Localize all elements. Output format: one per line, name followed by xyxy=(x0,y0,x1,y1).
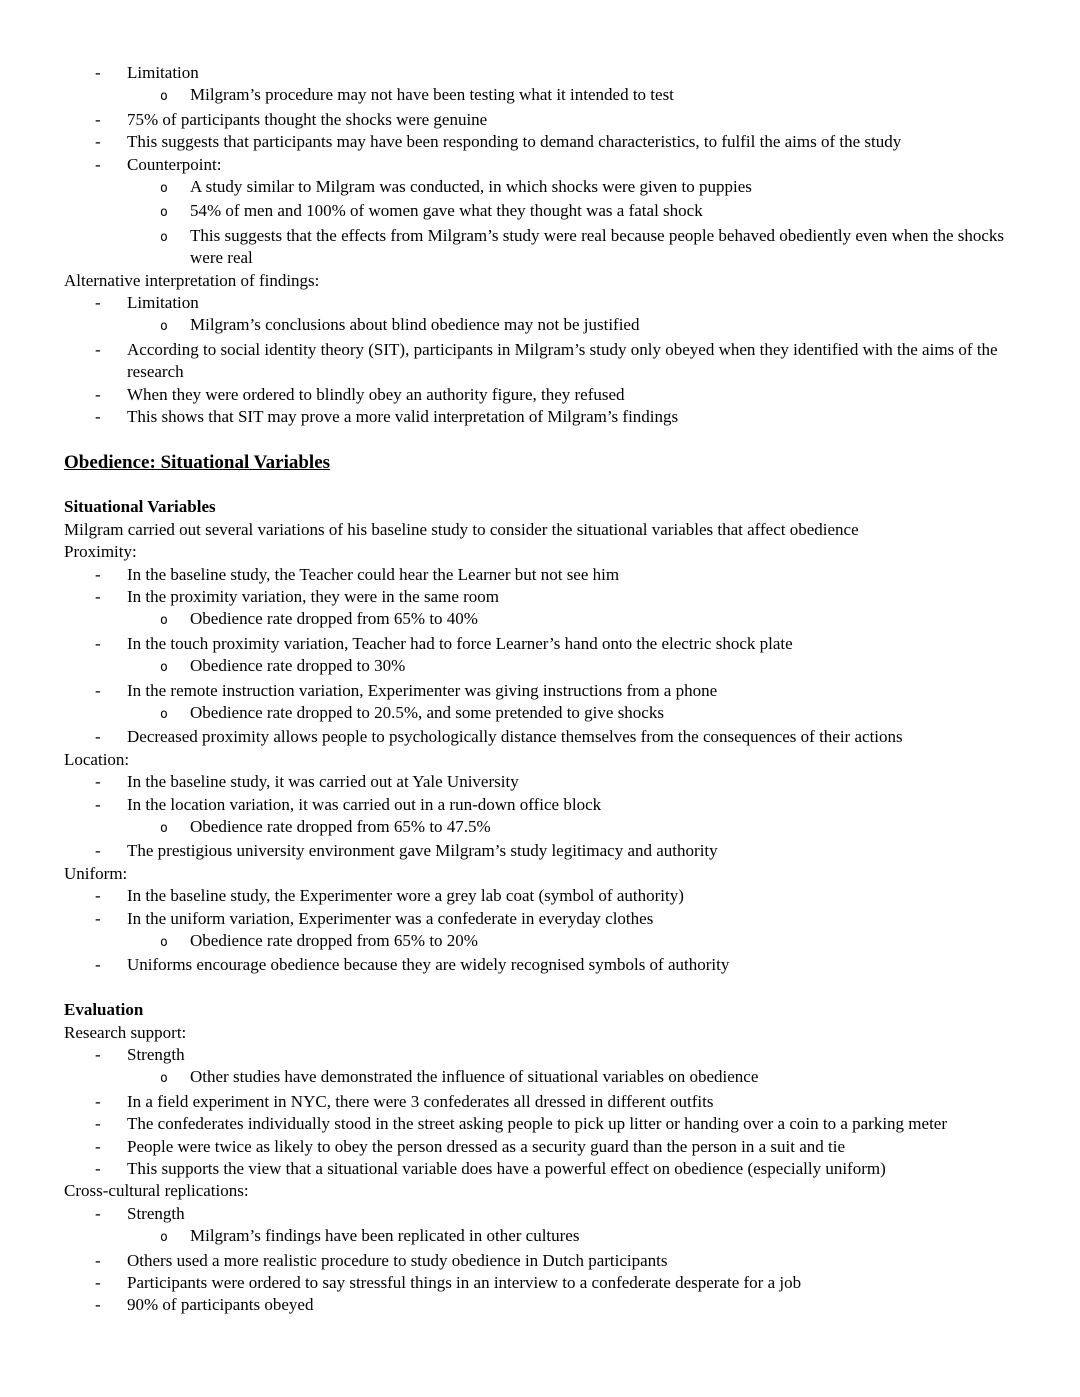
list-item xyxy=(64,131,1012,153)
dash-bullet: - xyxy=(95,794,101,814)
list-item-text: In the uniform variation, Experimenter was a confederate in everyday clothes xyxy=(127,908,654,928)
list-item xyxy=(64,62,1012,84)
list-item-text: Limitation xyxy=(127,293,199,313)
circle-bullet: o xyxy=(160,613,168,629)
list-item-text: The prestigious university environment gave Milgram’s study legitimacy and authority xyxy=(127,841,718,861)
circle-bullet: o xyxy=(160,205,168,221)
list-item-text: Limitation xyxy=(127,63,199,82)
list-item xyxy=(64,154,1012,176)
list-item xyxy=(64,1091,1012,1113)
list-item xyxy=(64,84,1012,108)
list-item-text: Obedience rate dropped to 30% xyxy=(190,656,406,676)
list-item-text: In the touch proximity variation, Teacher had to force Learner’s hand onto the electric shock plate xyxy=(127,633,793,653)
list-item-text: According to social identity theory (SIT), participants in Milgram’s study only obeyed when they identified with the aims of the research xyxy=(127,339,998,382)
paragraph: Milgram carried out several variations of his baseline study to consider the situational variables that affect obedience xyxy=(64,519,859,539)
list-item-text: In the remote instruction variation, Experimenter was giving instructions from a phone xyxy=(127,680,718,700)
dash-bullet: - xyxy=(95,908,101,928)
list-item xyxy=(64,726,1012,748)
paragraph: Location: xyxy=(64,749,130,769)
dash-bullet: - xyxy=(95,132,101,152)
list-item-text: Participants were ordered to say stressful things in an interview to a confederate desperate for a job xyxy=(127,1273,802,1293)
list-item xyxy=(64,655,1012,679)
dash-bullet: - xyxy=(95,727,101,747)
list-item xyxy=(64,908,1012,930)
list-item-text: Obedience rate dropped from 65% to 40% xyxy=(190,609,478,629)
list-item xyxy=(64,680,1012,702)
list-item xyxy=(64,840,1012,862)
list-item xyxy=(64,816,1012,840)
list-item-text: In the baseline study, it was carried out at Yale University xyxy=(127,772,519,792)
list-item xyxy=(64,1225,1012,1249)
list-item-text: Milgram’s procedure may not have been testing what it intended to test xyxy=(190,85,674,105)
list-item xyxy=(64,633,1012,655)
paragraph: Cross-cultural replications: xyxy=(64,1181,249,1201)
list-item-text: Strength xyxy=(127,1045,185,1065)
dash-bullet: - xyxy=(95,339,101,359)
list-item xyxy=(64,885,1012,907)
list-item xyxy=(64,702,1012,726)
dash-bullet: - xyxy=(95,1091,101,1111)
list-item-text: Other studies have demonstrated the influence of situational variables on obedience xyxy=(190,1067,759,1087)
list-item xyxy=(64,1203,1012,1225)
dash-bullet: - xyxy=(95,293,101,313)
subsection-title: Evaluation xyxy=(64,1000,144,1020)
list-item xyxy=(64,1044,1012,1066)
list-item-text: In the proximity variation, they were in the same room xyxy=(127,586,500,606)
circle-bullet: o xyxy=(160,935,168,950)
circle-bullet: o xyxy=(160,319,168,335)
blank-line xyxy=(64,429,1012,451)
list-item xyxy=(64,225,1012,270)
list-item xyxy=(64,1272,1012,1294)
paragraph: Uniform: xyxy=(64,863,128,883)
list-item-text: This suggests that the effects from Milgram’s study were real because people behaved obediently even when the shocks were real xyxy=(190,225,1005,268)
list-item-text: 90% of participants obeyed xyxy=(127,1295,314,1315)
section-heading: Obedience: Situational Variables xyxy=(64,451,331,473)
circle-bullet: o xyxy=(160,820,168,836)
list-item xyxy=(64,930,1012,954)
circle-bullet: o xyxy=(160,1071,168,1087)
blank-line xyxy=(64,474,1012,496)
subsection-title: Situational Variables xyxy=(64,497,216,517)
list-item-text: Decreased proximity allows people to psychologically distance themselves from the consequences of their actions xyxy=(127,727,903,747)
dash-bullet: - xyxy=(95,1159,101,1179)
list-item xyxy=(64,1250,1012,1272)
list-item xyxy=(64,176,1012,200)
circle-bullet: o xyxy=(160,89,168,105)
list-item xyxy=(64,1294,1012,1316)
list-item-text: People were twice as likely to obey the person dressed as a security guard than the person in a suit and tie xyxy=(127,1136,846,1156)
list-item-text: In a field experiment in NYC, there were 3 confederates all dressed in different outfits xyxy=(127,1091,714,1111)
circle-bullet: o xyxy=(160,1230,168,1246)
list-item-text: Uniforms encourage obedience because they are widely recognised symbols of authority xyxy=(127,955,730,975)
list-item-text: Obedience rate dropped to 20.5%, and some pretended to give shocks xyxy=(190,702,664,722)
list-item xyxy=(64,771,1012,793)
list-item-text: A study similar to Milgram was conducted, in which shocks were given to puppies xyxy=(190,177,752,197)
circle-bullet: o xyxy=(160,706,168,722)
paragraph: Proximity: xyxy=(64,542,137,562)
dash-bullet: - xyxy=(95,772,101,792)
list-item xyxy=(64,1158,1012,1180)
dash-bullet: - xyxy=(95,1136,101,1156)
paragraph: Research support: xyxy=(64,1022,187,1042)
list-item xyxy=(64,339,1012,384)
list-item-text: Obedience rate dropped from 65% to 47.5% xyxy=(190,816,491,836)
list-item-text: Obedience rate dropped from 65% to 20% xyxy=(190,931,478,950)
list-item xyxy=(64,794,1012,816)
list-item-text: When they were ordered to blindly obey an authority figure, they refused xyxy=(127,384,625,404)
paragraph: Alternative interpretation of findings: xyxy=(64,270,320,290)
dash-bullet: - xyxy=(95,407,101,427)
list-item xyxy=(64,1136,1012,1158)
dash-bullet: - xyxy=(95,109,101,129)
list-item xyxy=(64,1113,1012,1135)
list-item xyxy=(64,200,1012,224)
list-item-text: 75% of participants thought the shocks were genuine xyxy=(127,109,488,129)
dash-bullet: - xyxy=(95,1273,101,1293)
dash-bullet: - xyxy=(95,1114,101,1134)
list-item-text: This supports the view that a situational variable does have a powerful effect on obedience (especially uniform) xyxy=(127,1159,886,1179)
dash-bullet: - xyxy=(95,586,101,606)
list-item-text: The confederates individually stood in the street asking people to pick up litter or handing over a coin to a parking meter xyxy=(127,1114,948,1134)
dash-bullet: - xyxy=(95,1250,101,1270)
list-item-text: This suggests that participants may have been responding to demand characteristics, to fulfil the aims of the study xyxy=(127,132,902,152)
list-item xyxy=(64,406,1012,428)
list-item xyxy=(64,954,1012,976)
circle-bullet: o xyxy=(160,229,168,245)
list-item-text: 54% of men and 100% of women gave what they thought was a fatal shock xyxy=(190,201,703,221)
dash-bullet: - xyxy=(95,1203,101,1223)
list-item xyxy=(64,1066,1012,1090)
list-item xyxy=(64,586,1012,608)
list-item xyxy=(64,292,1012,314)
circle-bullet: o xyxy=(160,181,168,197)
dash-bullet: - xyxy=(95,63,101,82)
list-item xyxy=(64,608,1012,632)
dash-bullet: - xyxy=(95,633,101,653)
list-item xyxy=(64,314,1012,338)
dash-bullet: - xyxy=(95,1045,101,1065)
list-item-text: In the baseline study, the Experimenter wore a grey lab coat (symbol of authority) xyxy=(127,886,684,906)
list-item-text: Others used a more realistic procedure to study obedience in Dutch participants xyxy=(127,1250,668,1270)
list-item-text: Milgram’s findings have been replicated in other cultures xyxy=(190,1226,580,1246)
list-item xyxy=(64,564,1012,586)
dash-bullet: - xyxy=(95,841,101,861)
list-item xyxy=(64,384,1012,406)
list-item-text: Counterpoint: xyxy=(127,154,222,174)
document-content xyxy=(64,62,1012,1317)
blank-line xyxy=(64,977,1012,999)
dash-bullet: - xyxy=(95,564,101,584)
list-item-text: In the baseline study, the Teacher could hear the Learner but not see him xyxy=(127,564,620,584)
list-item-text: Strength xyxy=(127,1203,185,1223)
list-item-text: This shows that SIT may prove a more valid interpretation of Milgram’s findings xyxy=(127,407,679,427)
dash-bullet: - xyxy=(95,384,101,404)
list-item-text: In the location variation, it was carried out in a run-down office block xyxy=(127,794,602,814)
dash-bullet: - xyxy=(95,154,101,174)
dash-bullet: - xyxy=(95,886,101,906)
dash-bullet: - xyxy=(95,955,101,975)
circle-bullet: o xyxy=(160,660,168,676)
dash-bullet: - xyxy=(95,680,101,700)
list-item xyxy=(64,109,1012,131)
dash-bullet: - xyxy=(95,1295,101,1315)
list-item-text: Milgram’s conclusions about blind obedience may not be justified xyxy=(190,315,640,335)
